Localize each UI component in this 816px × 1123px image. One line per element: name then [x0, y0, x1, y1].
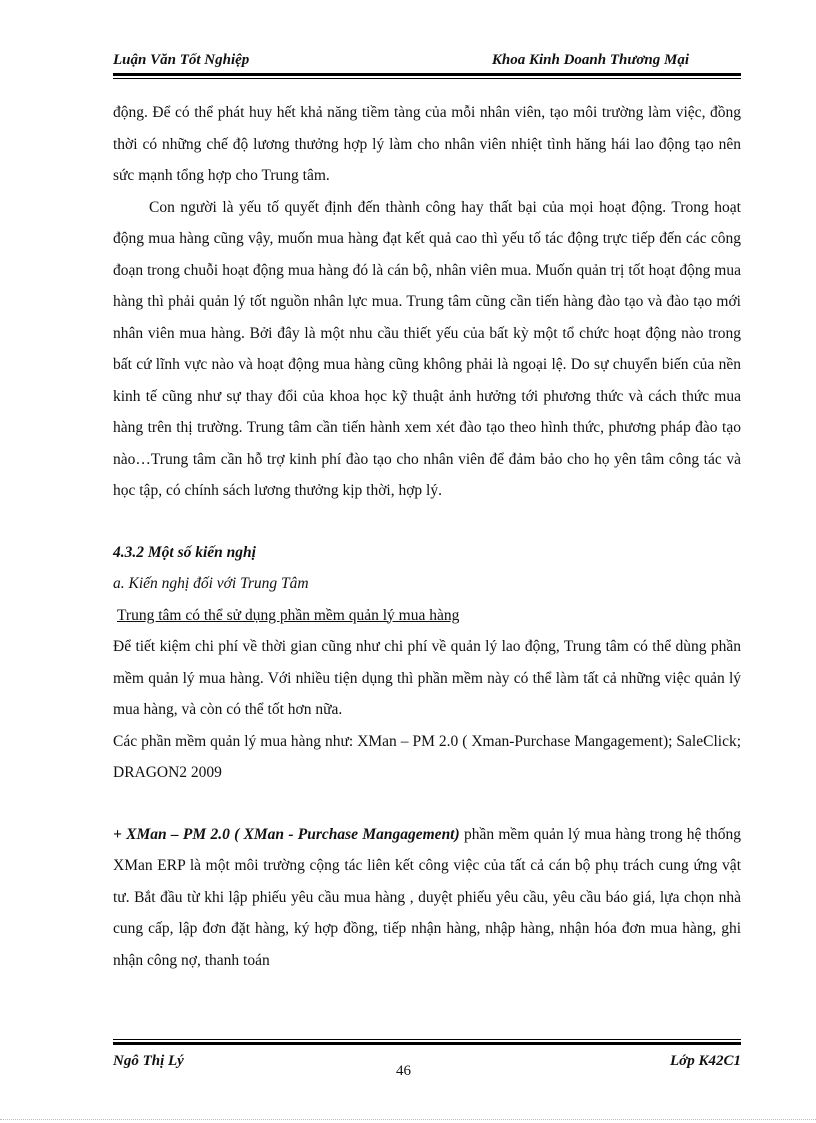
page-number: 46 [396, 1063, 411, 1079]
paragraph-software-list: Các phần mềm quản lý mua hàng như: XMan – PM 2.0 ( Xman-Purchase Mangagement); SaleClick; DRAGON2 2009 [113, 732, 741, 781]
page-body [113, 97, 741, 976]
paragraph-cost-saving: Để tiết kiệm chi phí về thời gian cũng như chi phí về quản lý lao động, Trung tâm có thể dùng phần mềm quản lý mua hàng. Với nhiều tiện dụng thì phần mềm này có thể làm tất cả những việc quản lý mua hàng, và còn có thể tốt hơn nữa. [113, 638, 741, 718]
spacer [113, 507, 741, 537]
section-heading: 4.3.2 Một số kiến nghị [113, 543, 256, 561]
paragraph-human-factor: Con người là yếu tố quyết định đến thành công hay thất bại của mọi hoạt động. Trong hoạt động mua hàng cũng vậy, muốn mua hàng đạt kết quả cao thì yếu tố tác động trực tiếp đến các công đoạn trong chuỗi hoạt động mua hàng đó là cán bộ, nhân viên mua. Muốn quản trị tốt hoạt động mua hàng thì phải quản lý tốt nguồn nhân lực mua. Trung tâm cũng cần tiến hàng đào tạo và đào tạo mới nhân viên mua hàng. Bởi đây là một nhu cầu thiết yếu của bất kỳ một tổ chức hoạt động nào trong bất cứ lĩnh vực nào và hoạt động mua hàng cũng không phải là ngoại lệ. Do sự chuyển biến của nền kinh tế cũng như sự thay đổi của khoa học kỹ thuật ảnh hưởng tới phương thức và cách thức mua hàng trên thị trường. Trung tâm cần tiến hành xem xét đào tạo theo hình thức, phương pháp đào tạo nào…Trung tâm cần hỗ trợ kinh phí đào tạo cho nhân viên để đảm bảo cho họ yên tâm công tác và học tập, có chính sách lương thưởng kịp thời, hợp lý. [113, 198, 741, 499]
xman-product-name: + XMan – PM 2.0 ( XMan - Purchase Mangagement) [113, 825, 460, 843]
footer-author: Ngô Thị Lý [113, 1053, 184, 1069]
page-footer [113, 1053, 741, 1083]
footer-rule-thick [113, 1042, 741, 1045]
spacer [113, 789, 741, 819]
header-thesis-title: Luận Văn Tốt Nghiệp [113, 52, 250, 68]
paragraph-xman-description [113, 819, 741, 977]
footer-class: Lớp K42C1 [670, 1053, 741, 1069]
page-edge-divider [0, 1119, 816, 1120]
footer-rule-thin [113, 1039, 741, 1040]
page-header [113, 52, 741, 74]
header-rule-thin [113, 78, 741, 79]
paragraph-continuation: động. Để có thể phát huy hết khả năng tiềm tàng của mỗi nhân viên, tạo môi trường làm việc, đồng thời có những chế độ lương thưởng hợp lý làm cho nhân viên nhiệt tình hăng hái lao động tạo nên sức mạnh tổng hợp cho Trung tâm. [113, 104, 741, 184]
xman-description-text: phần mềm quản lý mua hàng trong hệ thống XMan ERP là một môi trường cộng tác liên kết công việc của tất cả cán bộ phụ trách cung ứng vật tư. Bắt đầu từ khi lập phiếu yêu cầu mua hàng , duyệt phiếu yêu cầu, yêu cầu báo giá, lựa chọn nhà cung cấp, lập đơn đặt hàng, ký hợp đồng, tiếp nhận hàng, nhập hàng, nhận hóa đơn mua hàng, ghi nhận công nợ, thanh toán [113, 825, 741, 969]
header-faculty: Khoa Kinh Doanh Thương Mại [491, 52, 689, 68]
underlined-heading: Trung tâm có thể sử dụng phần mềm quản lý mua hàng [117, 606, 460, 624]
header-rule-thick [113, 73, 741, 76]
subsection-heading: a. Kiến nghị đối với Trung Tâm [113, 575, 309, 592]
